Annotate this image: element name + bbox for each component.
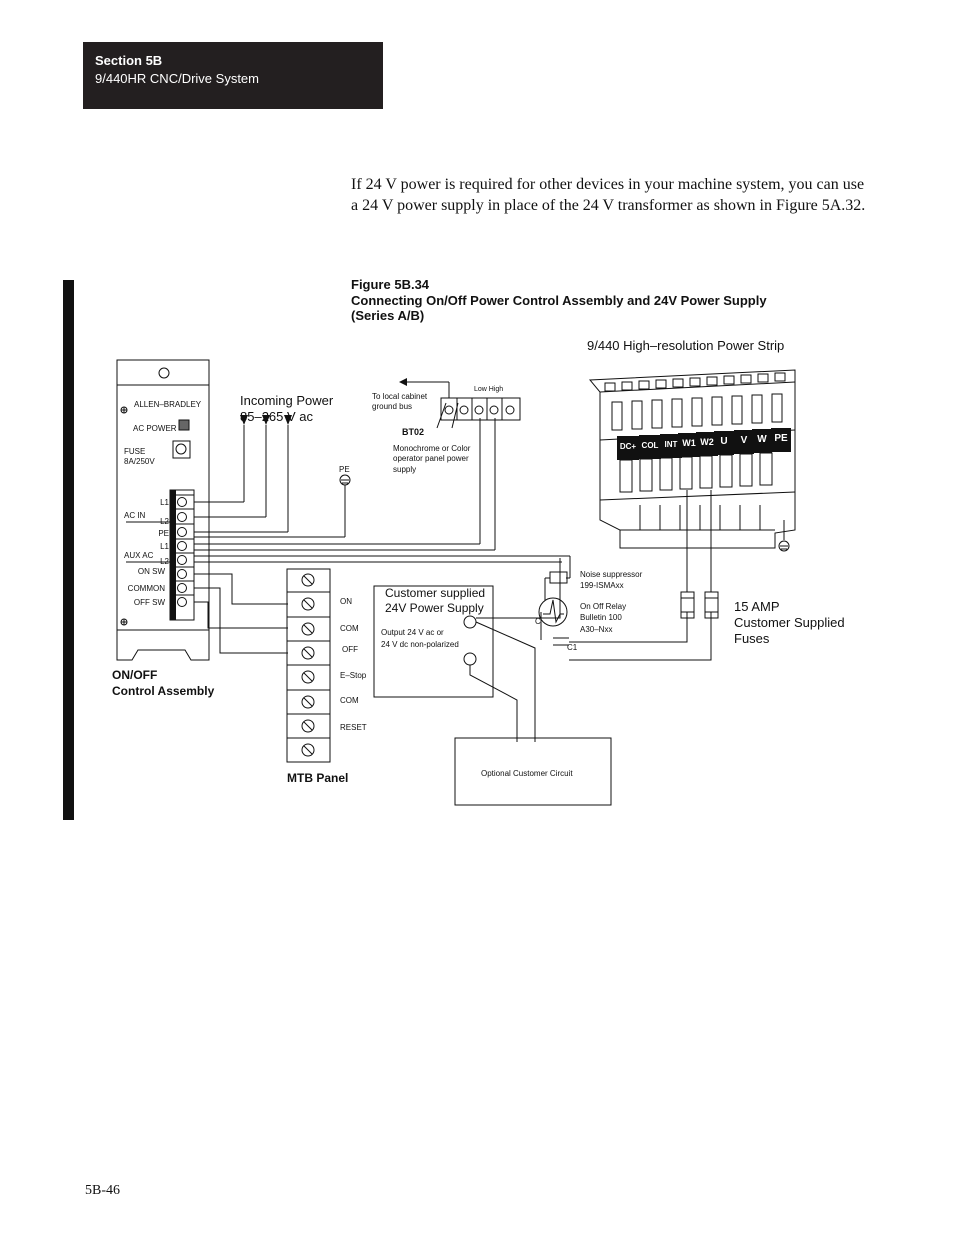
mtb-label-com: COM [340, 624, 359, 633]
relay-label-3: A30–Nxx [580, 625, 613, 634]
svg-text:PE: PE [774, 433, 788, 444]
brand-label: ALLEN–BRADLEY [134, 400, 202, 409]
svg-text:COL: COL [641, 441, 659, 450]
svg-text:U: U [720, 436, 728, 447]
svg-text:W: W [757, 434, 767, 445]
relay-c-label: C [535, 617, 541, 626]
bt02-label: BT02 [402, 427, 425, 437]
svg-text:ON SW: ON SW [137, 567, 165, 576]
relay-label-2: Bulletin 100 [580, 613, 622, 622]
mtb-label-reset: RESET [340, 723, 367, 732]
supply-title-1: Customer supplied [385, 586, 486, 600]
cabinet-ground-label-1: To local cabinet [372, 392, 428, 401]
bt02-desc-3: supply [393, 465, 417, 474]
fuse-label-2: Customer Supplied [734, 615, 845, 630]
onoff-caption-1: ON/OFF [112, 668, 158, 682]
svg-text:W2: W2 [700, 437, 714, 447]
incoming-power-voltage: 85–265 V ac [240, 409, 314, 424]
svg-text:DC+: DC+ [619, 442, 637, 451]
arrow-icon [399, 378, 407, 386]
relay-label-1: On Off Relay [580, 602, 627, 611]
svg-text:W1: W1 [682, 438, 696, 448]
incoming-power-label: Incoming Power [240, 393, 334, 408]
mtb-label-on: ON [340, 597, 352, 606]
figure-number: Figure 5B.34 [351, 277, 430, 292]
fuse-label-3: Fuses [734, 631, 770, 646]
svg-text:OFF SW: OFF SW [133, 598, 165, 607]
svg-text:COMMON: COMMON [127, 584, 165, 593]
ac-in-label: AC IN [124, 511, 146, 520]
mtb-label-off: OFF [342, 645, 358, 654]
svg-text:L2: L2 [160, 557, 169, 566]
supply-output-1: Output 24 V ac or [381, 628, 444, 637]
onoff-caption-2: Control Assembly [112, 684, 215, 698]
fuse-rating: 8A/250V [124, 457, 155, 466]
ac-power-label: AC POWER [133, 424, 177, 433]
noise-label-1: Noise suppressor [580, 570, 643, 579]
fuse-label-1: 15 AMP [734, 599, 780, 614]
aux-ac-label: AUX AC [124, 551, 154, 560]
pe-label: PE [339, 465, 350, 474]
noise-label-2: 199-ISMAxx [580, 581, 624, 590]
supply-title-2: 24V Power Supply [385, 601, 484, 615]
intro-paragraph: If 24 V power is required for other devices in your machine system, you can use a 24 V power supply in place of the 24 V transformer as shown in Figure 5A.32. [351, 176, 866, 214]
optional-circuit-label: Optional Customer Circuit [481, 769, 573, 778]
svg-text:INT: INT [664, 440, 678, 449]
fuse-label: FUSE [124, 447, 146, 456]
cabinet-ground-label-2: ground bus [372, 402, 413, 411]
page-number: 5B-46 [85, 1183, 120, 1198]
supply-output-2: 24 V dc non-polarized [381, 640, 459, 649]
bt02-desc-1: Monochrome or Color [393, 444, 471, 453]
mtb-label-estop: E–Stop [340, 671, 367, 680]
svg-text:L2: L2 [160, 517, 169, 526]
svg-text:V: V [740, 435, 748, 446]
section-label: Section 5B [95, 53, 163, 68]
section-subtitle: 9/440HR CNC/Drive System [95, 71, 259, 86]
terminal-strip-edge [170, 490, 176, 620]
low-high-label: Low High [474, 386, 504, 393]
mtb-caption: MTB Panel [287, 771, 349, 785]
bt02-desc-2: operator panel power [393, 454, 469, 463]
power-strip-title: 9/440 High–resolution Power Strip [587, 338, 785, 353]
mtb-label-com-2: COM [340, 696, 359, 705]
relay-c1-label: C1 [567, 643, 578, 652]
svg-text:L1: L1 [160, 542, 169, 551]
figure-title: Connecting On/Off Power Control Assembly and 24V Power Supply (Series A/B) [351, 293, 767, 323]
svg-text:L1: L1 [160, 498, 169, 507]
svg-text:PE: PE [158, 529, 169, 538]
